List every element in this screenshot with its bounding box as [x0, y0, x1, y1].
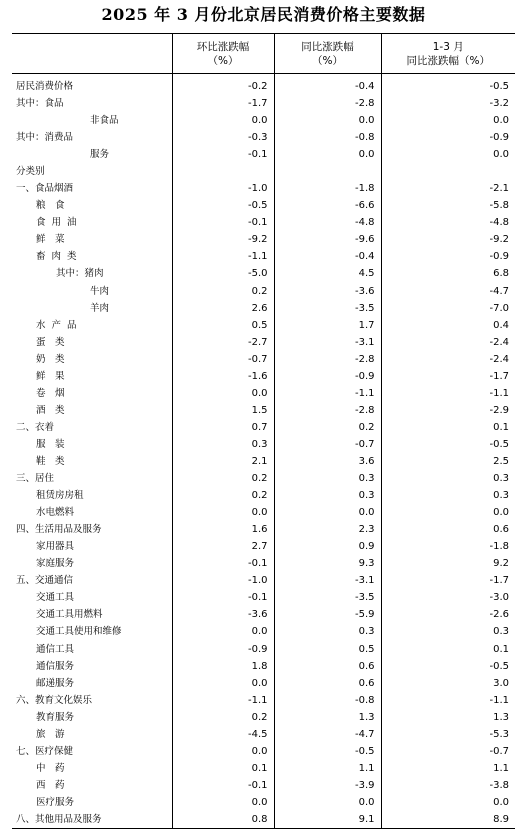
row-label: 交通工具用燃料: [36, 609, 103, 621]
row-yoy-value: -2.8: [274, 351, 381, 368]
table-row: [12, 351, 515, 368]
row-ytd-value: -2.6: [381, 606, 515, 623]
row-yoy-value: -0.5: [274, 743, 381, 760]
table-row: [12, 419, 515, 436]
row-ytd-value: 8.9: [381, 811, 515, 829]
row-yoy-value: 9.1: [274, 811, 381, 829]
row-yoy-value: -1.1: [274, 385, 381, 402]
row-yoy-value: -0.9: [274, 368, 381, 385]
row-label: 畜肉类: [36, 251, 83, 263]
header-yoy-line2: （%）: [312, 54, 343, 67]
row-mom-value: 0.0: [172, 794, 274, 811]
table-row: [12, 777, 515, 794]
row-mom-value: -0.1: [172, 589, 274, 606]
row-label: 七、医疗保健: [16, 745, 74, 757]
table-row: [12, 487, 515, 504]
row-label: 奶 类: [36, 353, 65, 365]
row-ytd-value: -2.4: [381, 351, 515, 368]
row-mom-value: -1.0: [172, 180, 274, 197]
table-row: [12, 794, 515, 811]
row-yoy-value: 0.6: [274, 658, 381, 675]
table-row: [12, 726, 515, 743]
row-yoy-value: 1.3: [274, 709, 381, 726]
header-item: [12, 34, 172, 74]
table-row: [12, 402, 515, 419]
row-label: 家庭服务: [36, 558, 75, 570]
row-yoy-value: -3.5: [274, 300, 381, 317]
table-row: [12, 521, 515, 538]
table-row: [12, 95, 515, 112]
row-mom-value: 0.0: [172, 112, 274, 129]
row-label: 服 装: [36, 438, 65, 450]
row-ytd-value: -0.7: [381, 743, 515, 760]
table-row: [12, 163, 515, 180]
table-body: [12, 74, 515, 829]
row-yoy-value: 0.3: [274, 487, 381, 504]
table-row: [12, 606, 515, 623]
row-ytd-value: -5.3: [381, 726, 515, 743]
row-label: 交通工具: [36, 592, 75, 604]
row-ytd-value: -0.5: [381, 658, 515, 675]
row-mom-value: 2.1: [172, 453, 274, 470]
row-label: 鲜 果: [36, 370, 65, 382]
header-ytd: [381, 34, 515, 74]
row-label: 其中：猪肉: [56, 268, 104, 280]
row-yoy-value: 4.5: [274, 265, 381, 282]
row-mom-value: 0.0: [172, 385, 274, 402]
table-row: [12, 572, 515, 589]
row-ytd-value: 0.4: [381, 317, 515, 334]
row-yoy-value: 0.3: [274, 470, 381, 487]
header-yoy: [274, 34, 381, 74]
row-ytd-value: -3.8: [381, 777, 515, 794]
row-yoy-value: 1.7: [274, 317, 381, 334]
row-ytd-value: 1.1: [381, 760, 515, 777]
row-label: 粮 食: [36, 200, 65, 212]
header-ytd-line2: 同比涨跌幅（%）: [406, 54, 490, 67]
row-mom-value: 0.5: [172, 317, 274, 334]
row-yoy-value: 0.0: [274, 112, 381, 129]
row-mom-value: -0.3: [172, 129, 274, 146]
row-yoy-value: -2.8: [274, 402, 381, 419]
row-ytd-value: -1.8: [381, 538, 515, 555]
row-mom-value: -0.1: [172, 146, 274, 163]
table-row: [12, 265, 515, 282]
row-mom-value: 0.2: [172, 487, 274, 504]
table-row: [12, 334, 515, 351]
table-row: [12, 504, 515, 521]
row-mom-value: 0.3: [172, 436, 274, 453]
row-label: 其中：食品: [16, 98, 64, 110]
row-mom-value: 0.2: [172, 470, 274, 487]
row-ytd-value: -7.0: [381, 300, 515, 317]
row-yoy-value: 0.6: [274, 675, 381, 692]
row-mom-value: 1.6: [172, 521, 274, 538]
row-mom-value: 1.5: [172, 402, 274, 419]
row-label: 六、教育文化娱乐: [16, 694, 93, 706]
table-row: [12, 385, 515, 402]
row-mom-value: 0.7: [172, 419, 274, 436]
row-label: 家用器具: [36, 541, 75, 553]
table-row: [12, 453, 515, 470]
row-yoy-value: 1.1: [274, 760, 381, 777]
table-row: [12, 623, 515, 640]
header-ytd-line1: 1-3 月: [432, 40, 464, 53]
row-ytd-value: 1.3: [381, 709, 515, 726]
row-yoy-value: -3.1: [274, 334, 381, 351]
row-yoy-value: -1.8: [274, 180, 381, 197]
row-yoy-value: 9.3: [274, 555, 381, 572]
table-row: [12, 436, 515, 453]
table-row: [12, 811, 515, 829]
row-label: 四、生活用品及服务: [16, 524, 102, 536]
table-row: [12, 317, 515, 334]
row-yoy-value: -3.9: [274, 777, 381, 794]
row-mom-value: -1.1: [172, 692, 274, 709]
row-label: 水产品: [36, 319, 83, 331]
table-row: [12, 743, 515, 760]
row-yoy-value: -0.4: [274, 74, 381, 96]
row-label: 鲜 菜: [36, 234, 65, 246]
row-label: 分类别: [16, 166, 45, 178]
row-yoy-value: 0.0: [274, 794, 381, 811]
row-mom-value: -1.0: [172, 572, 274, 589]
row-yoy-value: 3.6: [274, 453, 381, 470]
table-row: [12, 74, 515, 96]
row-ytd-value: 0.3: [381, 623, 515, 640]
row-ytd-value: -4.7: [381, 283, 515, 300]
table-row: [12, 675, 515, 692]
table-row: [12, 709, 515, 726]
row-ytd-value: 0.0: [381, 504, 515, 521]
row-yoy-value: -0.4: [274, 248, 381, 265]
row-ytd-value: -0.9: [381, 248, 515, 265]
row-label: 非食品: [90, 115, 119, 127]
row-ytd-value: 9.2: [381, 555, 515, 572]
row-mom-value: -1.6: [172, 368, 274, 385]
row-label: 通信服务: [36, 660, 75, 672]
row-mom-value: -0.7: [172, 351, 274, 368]
row-label: 居民消费价格: [16, 81, 74, 92]
row-label: 其中：消费品: [16, 132, 74, 144]
row-ytd-value: 0.3: [381, 470, 515, 487]
row-ytd-value: -1.7: [381, 572, 515, 589]
table-row: [12, 692, 515, 709]
header-mom: [172, 34, 274, 74]
row-ytd-value: -3.0: [381, 589, 515, 606]
row-yoy-value: -0.8: [274, 692, 381, 709]
row-ytd-value: -3.2: [381, 95, 515, 112]
row-ytd-value: 0.1: [381, 419, 515, 436]
table-row: [12, 470, 515, 487]
row-label: 西 药: [36, 779, 65, 791]
table-row: [12, 112, 515, 129]
table-row: [12, 538, 515, 555]
row-mom-value: 1.8: [172, 658, 274, 675]
row-label: 一、食品烟酒: [16, 183, 74, 195]
row-mom-value: 0.0: [172, 623, 274, 640]
row-yoy-value: 0.9: [274, 538, 381, 555]
row-ytd-value: 0.3: [381, 487, 515, 504]
table-row: [12, 197, 515, 214]
row-ytd-value: -2.4: [381, 334, 515, 351]
row-yoy-value: -5.9: [274, 606, 381, 623]
row-label: 中 药: [36, 762, 65, 774]
row-ytd-value: -0.5: [381, 436, 515, 453]
cpi-table: [12, 33, 515, 829]
row-mom-value: -3.6: [172, 606, 274, 623]
row-ytd-value: 0.0: [381, 794, 515, 811]
row-mom-value: -0.1: [172, 555, 274, 572]
row-ytd-value: -4.8: [381, 214, 515, 231]
row-mom-value: -0.2: [172, 74, 274, 96]
row-mom-value: 0.1: [172, 760, 274, 777]
row-label: 蛋 类: [36, 336, 65, 348]
row-ytd-value: -1.7: [381, 368, 515, 385]
row-yoy-value: 0.5: [274, 641, 381, 658]
row-ytd-value: 0.1: [381, 641, 515, 658]
row-mom-value: 2.6: [172, 300, 274, 317]
row-label: 食用油: [36, 217, 83, 229]
row-yoy-value: -0.8: [274, 129, 381, 146]
row-yoy-value: -6.6: [274, 197, 381, 214]
row-mom-value: -0.1: [172, 214, 274, 231]
row-yoy-value: 0.3: [274, 623, 381, 640]
table-row: [12, 555, 515, 572]
row-ytd-value: -1.1: [381, 692, 515, 709]
header-mom-line1: 环比涨跌幅: [196, 40, 250, 53]
row-mom-value: -1.1: [172, 248, 274, 265]
row-mom-value: -4.5: [172, 726, 274, 743]
row-ytd-value: -9.2: [381, 231, 515, 248]
table-header-row: [12, 34, 515, 74]
row-yoy-value: -3.1: [274, 572, 381, 589]
row-label: 三、居住: [16, 473, 55, 485]
row-ytd-value: 0.0: [381, 112, 515, 129]
row-label: 水电燃料: [36, 507, 75, 519]
row-ytd-value: -5.8: [381, 197, 515, 214]
table-row: [12, 368, 515, 385]
row-mom-value: -0.1: [172, 777, 274, 794]
table-row: [12, 248, 515, 265]
table-row: [12, 214, 515, 231]
row-label: 通信工具: [36, 643, 75, 655]
row-label: 八、其他用品及服务: [12, 811, 172, 829]
table-row: [12, 283, 515, 300]
row-mom-value: -0.9: [172, 641, 274, 658]
row-ytd-value: -0.5: [381, 74, 515, 96]
row-ytd-value: 6.8: [381, 265, 515, 282]
row-yoy-value: 2.3: [274, 521, 381, 538]
row-mom-value: -2.7: [172, 334, 274, 351]
row-yoy-value: -3.5: [274, 589, 381, 606]
row-ytd-value: -0.9: [381, 129, 515, 146]
row-ytd-value: 0.6: [381, 521, 515, 538]
table-row: [12, 146, 515, 163]
row-ytd-value: -2.1: [381, 180, 515, 197]
row-mom-value: -5.0: [172, 265, 274, 282]
row-yoy-value: -9.6: [274, 231, 381, 248]
row-ytd-value: 0.0: [381, 146, 515, 163]
row-yoy-value: -3.6: [274, 283, 381, 300]
row-ytd-value: [381, 163, 515, 180]
row-label: 羊肉: [90, 302, 110, 314]
row-yoy-value: 0.2: [274, 419, 381, 436]
row-yoy-value: [274, 163, 381, 180]
row-label: 租赁房房租: [36, 490, 84, 502]
row-mom-value: -1.7: [172, 95, 274, 112]
table-row: [12, 658, 515, 675]
row-label: 卷 烟: [36, 387, 65, 399]
table-row: [12, 231, 515, 248]
row-label: 邮递服务: [36, 677, 75, 689]
row-label: 五、交通通信: [16, 575, 74, 587]
row-label: 鞋 类: [36, 456, 65, 467]
row-label: 旅 游: [36, 728, 65, 740]
table-row: [12, 129, 515, 146]
row-yoy-value: -2.8: [274, 95, 381, 112]
table-row: [12, 760, 515, 777]
row-mom-value: 2.7: [172, 538, 274, 555]
row-mom-value: 0.0: [172, 675, 274, 692]
table-row: [12, 641, 515, 658]
row-label: 酒 类: [36, 404, 65, 416]
row-yoy-value: -4.7: [274, 726, 381, 743]
row-label: 医疗服务: [36, 796, 75, 808]
row-mom-value: 0.2: [172, 709, 274, 726]
table-row: [12, 589, 515, 606]
row-mom-value: 0.0: [172, 743, 274, 760]
row-ytd-value: -1.1: [381, 385, 515, 402]
row-mom-value: -0.5: [172, 197, 274, 214]
row-yoy-value: -0.7: [274, 436, 381, 453]
row-yoy-value: 0.0: [274, 146, 381, 163]
header-mom-line2: （%）: [207, 54, 239, 67]
table-row: [12, 180, 515, 197]
row-label: 牛肉: [90, 285, 110, 297]
row-ytd-value: 3.0: [381, 675, 515, 692]
row-mom-value: 0.8: [172, 811, 274, 829]
header-yoy-line1: 同比涨跌幅: [301, 40, 354, 53]
row-mom-value: 0.2: [172, 283, 274, 300]
row-label: 交通工具使用和维修: [36, 626, 122, 638]
row-yoy-value: -4.8: [274, 214, 381, 231]
row-label: 二、衣着: [16, 421, 55, 433]
row-mom-value: 0.0: [172, 504, 274, 521]
row-label: 教育服务: [36, 711, 75, 723]
row-mom-value: -9.2: [172, 231, 274, 248]
table-row: [12, 300, 515, 317]
row-ytd-value: 2.5: [381, 453, 515, 470]
row-ytd-value: -2.9: [381, 402, 515, 419]
row-yoy-value: 0.0: [274, 504, 381, 521]
page-title: 2025 年 3 月份北京居民消费价格主要数据: [101, 5, 426, 24]
row-label: 服务: [90, 149, 110, 161]
row-mom-value: [172, 163, 274, 180]
